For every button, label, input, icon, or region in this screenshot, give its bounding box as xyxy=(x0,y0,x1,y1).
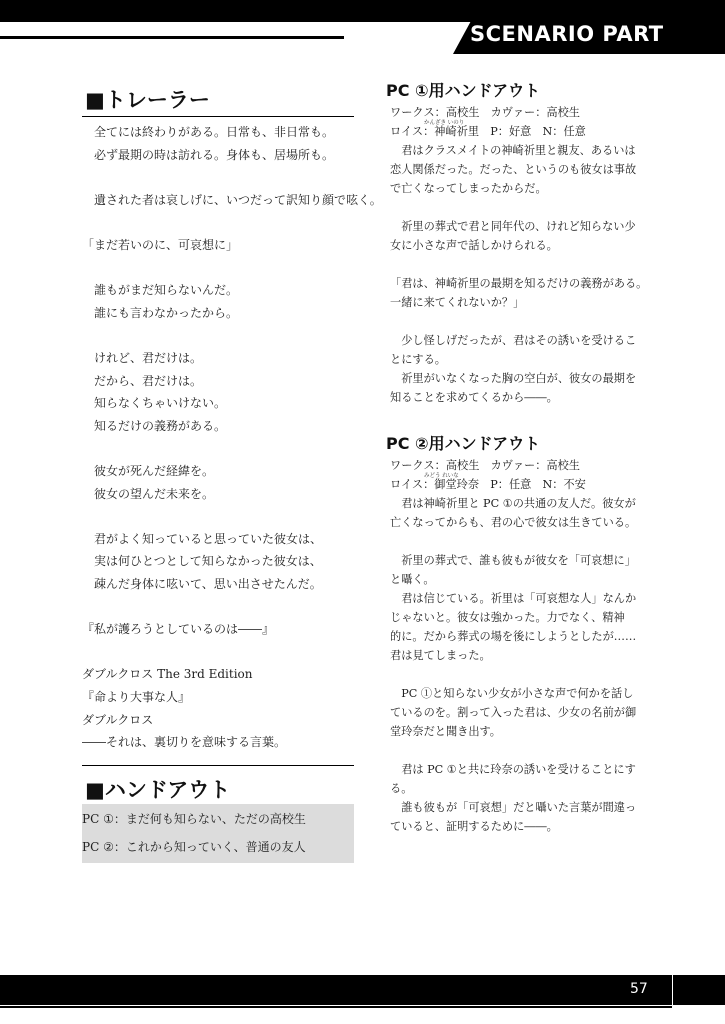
text-line: 祈里の葬式で君と同年代の、けれど知らない少 xyxy=(390,220,636,233)
text-line: 彼女の望んだ未来を。 xyxy=(82,486,215,501)
text-line: けれど、君だけは。 xyxy=(82,351,203,365)
header-rule xyxy=(0,36,344,39)
pc2-ruby: みどう れいな xyxy=(424,473,459,479)
text-line: 亡くなってからも、君の心で彼女は生きている。 xyxy=(390,516,637,529)
footer-bar xyxy=(0,975,725,1005)
text-line: とにする。 xyxy=(390,353,446,366)
text-line: ダブルクロス The 3rd Edition xyxy=(82,667,253,682)
text-line: 全てには終わりがある。日常も、非日常も。 xyxy=(82,125,335,139)
text-line: 誰もがまだ知らないんだ。 xyxy=(82,283,239,298)
pc2-heading: PC ②用ハンドアウト xyxy=(386,434,541,453)
text-line: じゃないと。彼女は強かった。力でなく、精神 xyxy=(390,611,625,624)
handout-heading: ■ハンドアウト xyxy=(85,778,231,802)
footer-divider xyxy=(672,975,673,1010)
text-line: る。 xyxy=(390,782,413,795)
text-line: 君は信じている。祈里は「可哀想な人」なんか xyxy=(390,592,637,605)
text-line: 祈里がいなくなった胸の空白が、彼女の最期を xyxy=(390,372,637,385)
text-line: 「まだ若いのに、可哀想に」 xyxy=(82,238,239,252)
text-line: 君は見てしまった。 xyxy=(390,649,491,662)
text-line: 君はクラスメイトの神崎祈里と親友、あるいは xyxy=(390,144,636,157)
text-line: ロイス：神崎祈里 P：好意 N：任意 xyxy=(390,125,586,138)
text-line: 一緒に来てくれないか？」 xyxy=(390,296,525,309)
text-line: 的に。だから葬式の場を後にしようとしたが…… xyxy=(390,630,637,643)
handout-rule-top xyxy=(82,765,354,766)
text-line: ロイス：御堂玲奈 P：任意 N：不安 xyxy=(390,478,586,491)
handout-item-pc2: PC ②：これから知っていく、普通の友人 xyxy=(82,840,306,854)
text-line: 遺された者は哀しげに、いつだって訳知り顔で呟く。 xyxy=(82,192,382,207)
pc1-heading: PC ①用ハンドアウト xyxy=(386,81,541,100)
text-line: 『命より大事な人』 xyxy=(82,690,191,704)
text-line: ダブルクロス xyxy=(82,712,154,727)
text-line: 『私が護ろうとしているのは――』 xyxy=(82,622,275,637)
text-line: 少し怪しげだったが、君はその誘いを受けるこ xyxy=(390,334,637,347)
text-line: 誰にも言わなかったから。 xyxy=(82,305,239,320)
text-line: 君は PC ①と共に玲奈の誘いを受けることにす xyxy=(390,763,636,776)
text-line: ていると、証明するために――。 xyxy=(390,820,558,833)
text-line: ワークス：高校生 カヴァー：高校生 xyxy=(390,106,580,119)
text-line: 君がよく知っていると思っていた彼女は、 xyxy=(82,531,323,546)
text-line: 誰も彼もが「可哀想」だと囁いた言葉が間違っ xyxy=(390,801,637,814)
text-line: 「君は、神崎祈里の最期を知るだけの義務がある。 xyxy=(390,277,648,290)
text-line: PC ①と知らない少女が小さな声で何かを話し xyxy=(390,687,634,700)
text-line: だから、君だけは。 xyxy=(82,373,203,388)
text-line: ワークス：高校生 カヴァー：高校生 xyxy=(390,459,580,472)
text-line: 恋人関係だった。だった、というのも彼女は事故 xyxy=(390,163,637,176)
text-line: で亡くなってしまったからだ。 xyxy=(390,182,547,195)
text-line: 必ず最期の時は訪れる。身体も、居場所も。 xyxy=(82,147,335,162)
text-line: 祈里の葬式で、誰も彼もが彼女を「可哀想に」 xyxy=(390,554,636,567)
text-line: 女に小さな声で話しかけられる。 xyxy=(390,239,558,252)
trailer-heading: ■トレーラー xyxy=(85,88,210,112)
text-line: 君は神崎祈里と PC ①の共通の友人だ。彼女が xyxy=(390,497,636,510)
text-line: 実は何ひとつとして知らなかった彼女は、 xyxy=(82,554,322,569)
text-line: 彼女が死んだ経緯を。 xyxy=(82,464,215,478)
footer-rule xyxy=(0,1006,672,1008)
text-line: ているのを。割って入った君は、少女の名前が御 xyxy=(390,706,637,719)
handout-item-pc1: PC ①：まだ何も知らない、ただの高校生 xyxy=(82,812,306,826)
pc1-ruby: かんざき いのり xyxy=(424,120,465,126)
section-header-title: SCENARIO PART xyxy=(470,22,664,46)
page-number: 57 xyxy=(630,981,648,997)
text-line: 知ることを求めてくるから――。 xyxy=(390,391,558,404)
text-line: 疎んだ身体に呟いて、思い出させたんだ。 xyxy=(82,577,322,591)
text-line: 堂玲奈だと聞き出す。 xyxy=(390,725,501,738)
text-line: と囁く。 xyxy=(390,573,435,586)
text-line: ――それは、裏切りを意味する言葉。 xyxy=(82,735,287,750)
text-line: 知らなくちゃいけない。 xyxy=(82,396,227,411)
trailer-rule xyxy=(82,116,354,117)
text-line: 知るだけの義務がある。 xyxy=(82,418,227,433)
